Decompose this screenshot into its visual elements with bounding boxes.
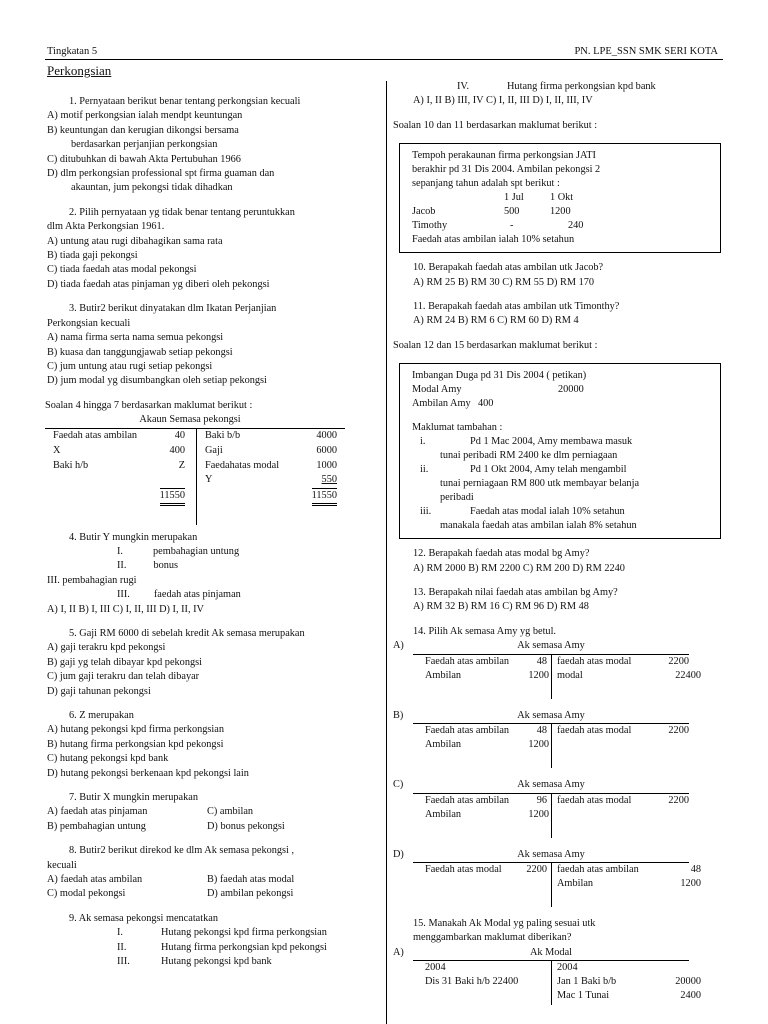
- question-12: 12. Berapakah faedah atas modal bg Amy? A) RM 2000 B) RM 2200 C) RM 200 D) RM 2240: [413, 548, 625, 574]
- question-13: 13. Berapakah nilai faedah atas ambilan bg Amy? A) RM 32 B) RM 16 C) RM 96 D) RM 48: [413, 587, 618, 613]
- question-15: 15. Manakah Ak Modal yg paling sesuai utk menggambarkan maklumat diberikan? A) Ak Modal 2004 Dis 31 Baki h/b 22400 2004 Jan 1 Baki b/b 20000 Mac 1 Tunai 2400: [393, 917, 723, 1005]
- question-3: 3. Butir2 berikut dinyatakan dlm Ikatan Perjanjian Perkongsian kecuali A) nama firma serta nama semua pekongsi B) kuasa dan tanggungjawab setiap pekongsi C) jum untung atau rugi setiap pekongsi D) jum modal yg disumbangkan oleh setiap pekongsi: [47, 303, 277, 387]
- question-11: 11. Berapakah faedah atas ambilan utk Timonthy? A) RM 24 B) RM 6 C) RM 60 D) RM 4: [413, 301, 620, 327]
- right-column: [393, 80, 723, 1005]
- option-b-current-account: B) Ak semasa Amy Faedah atas ambilan 48 Ambilan 1200 faedah atas modal 2200: [413, 709, 689, 768]
- option-d-current-account: D) Ak semasa Amy Faedah atas modal 2200 faedah atas ambilan 48 Ambilan 1200: [413, 848, 689, 907]
- question-4: 4. Butir Y mungkin merupakan I. pembahagian untung II. bonus III. pembahagian rugi III. faedah atas pinjaman A) I, II B) I, III C) I, II, III D) I, II, IV: [47, 531, 241, 615]
- question-1: 1. Pernyataan berikut benar tentang perkongsian kecuali A) motif perkongsian ialah mendpt keuntungan B) keuntungan dan kerugian dikongsi bersama berdasarkan perjanjian perkongsian C) ditubuhkan di bawah Akta Pertubuhan 1966 D) dlm perkongsian professional spt firma guaman dan akauntan, jum pekongsi tidak dihadkan: [47, 96, 301, 194]
- info-box-amy: Imbangan Duga pd 31 Dis 2004 ( petikan) Modal Amy 20000 Ambilan Amy 400 Maklumat tambahan : i. Pd 1 Mac 2004, Amy membawa masuk tunai peribadi RM 2400 ke dlm perniagaan ii. Pd 1 Okt 2004, Amy telah mengambil tunai perniagaan RM 800 utk membayar belanja peribadi iii. Faedah atas modal ialah 10% setahun manakala faedah atas ambilan ialah 8% setahun: [399, 363, 721, 539]
- debit-row: X 400 Gaji 6000: [53, 444, 337, 456]
- option-a-current-account: A) Ak semasa Amy Faedah atas ambilan 48 Ambilan 1200 faedah atas modal 2200 modal 22400: [413, 639, 689, 698]
- question-9-continued: IV. Hutang firma perkongsian kpd bank A) I, II B) III, IV C) I, II, III D) I, II, III, IV: [413, 81, 656, 107]
- option-c-current-account: C) Ak semasa Amy Faedah atas ambilan 96 Ambilan 1200 faedah atas modal 2200: [413, 778, 689, 837]
- debit-row: Faedah atas ambilan 40 Baki b/b 4000: [53, 429, 337, 441]
- info-box-jati: Tempoh perakaunan firma perkongsian JATI berakhir pd 31 Dis 2004. Ambilan pekongsi 2 sepanjang tahun adalah spt berikut : 1 Jul 1 Okt Jacob 500 1200 Timothy - 240 Faedah atas ambilan ialah 10% setahun: [399, 143, 721, 253]
- left-column: [47, 95, 377, 980]
- totals-row: 11550 11550: [45, 488, 345, 502]
- section-12-15: Soalan 12 dan 15 berdasarkan maklumat berikut : Imbangan Duga pd 31 Dis 2004 ( petikan) Modal Amy 20000 Ambilan Amy 400 Maklumat tambahan : i. Pd 1 Mac 2004, Amy membawa masuk tunai peribadi RM 2400 ke dlm perniagaan ii. Pd 1 Okt 2004, Amy telah mengambil tunai perniagaan RM 800 utk membayar belanja peribadi iii. Faedah atas modal ialah 10% setahun manakala faedah atas ambilan ialah 8% setahun: [393, 339, 723, 539]
- question-8: 8. Butir2 berikut direkod ke dlm Ak semasa pekongsi , kecuali A) faedah atas ambilan B) faedah atas modal C) modal pekongsi D) ambilan pekongsi: [47, 845, 295, 900]
- credit-row: Y 550: [205, 473, 337, 485]
- header-teacher-school: PN. LPE_SSN SMK SERI KOTA: [574, 46, 718, 57]
- question-2: 2. Pilih pernyataan yg tidak benar tentang peruntukkan dlm Akta Perkongsian 1961. A) untung atau rugi dibahagikan sama rata B) tiada gaji pekongsi C) tiada faedah atas modal pekongsi D) tiada faedah atas pinjaman yg diberi oleh pekongsi: [47, 206, 295, 290]
- question-7: 7. Butir X mungkin merupakan A) faedah atas pinjaman C) ambilan B) pembahagian untung D) bonus pekongsi: [47, 792, 285, 832]
- section-10-11: Soalan 10 dan 11 berdasarkan maklumat berikut : Tempoh perakaunan firma perkongsian JATI berakhir pd 31 Dis 2004. Ambilan pekongsi 2 sepanjang tahun adalah spt berikut : 1 Jul 1 Okt Jacob 500 1200 Timothy - 240 Faedah atas ambilan ialah 10% setahun: [393, 119, 723, 253]
- header-form-level: Tingkatan 5: [47, 46, 98, 57]
- page-title: Perkongsian: [47, 63, 112, 78]
- header-rule: [45, 59, 723, 60]
- section-4-7: Soalan 4 hingga 7 berdasarkan maklumat berikut : Akaun Semasa pekongsi Faedah atas ambilan 40 Baki b/b 4000 X 400 Gaji 6000 Baki h/b Z Faedahatas modal 1000 Y 550 11550 11550: [45, 399, 377, 525]
- question-14: 14. Pilih Ak semasa Amy yg betul. A) Ak semasa Amy Faedah atas ambilan 48 Ambilan 1200 faedah atas modal 2200 modal 22400 B) Ak semasa Amy Faedah atas ambilan 48 Ambilan 1200 faedah atas modal 2200 C) Ak semasa Amy Faedah atas ambilan 96 Ambilan 1200 faedah atas modal 2200 D) Ak semasa Amy Faedah atas modal 2200 faedah atas ambilan 48 Ambilan 1200: [393, 625, 723, 907]
- question-10: 10. Berapakah faedah atas ambilan utk Jacob? A) RM 25 B) RM 30 C) RM 55 D) RM 170: [413, 262, 604, 288]
- debit-row: Baki h/b Z Faedahatas modal 1000: [53, 459, 337, 471]
- column-divider: [386, 81, 387, 1024]
- option-a-capital-account: A) Ak Modal 2004 Dis 31 Baki h/b 22400 2004 Jan 1 Baki b/b 20000 Mac 1 Tunai 2400: [413, 946, 689, 1005]
- question-9: 9. Ak semasa pekongsi mencatatkan I. Hutang pekongsi kpd firma perkongsian II. Hutang firma perkongsian kpd pekongsi III. Hutang pekongsi kpd bank: [69, 912, 327, 968]
- question-6: 6. Z merupakan A) hutang pekongsi kpd firma perkongsian B) hutang firma perkongsian kpd pekongsi C) hutang pekongsi kpd bank D) hutang pekongsi berkenaan kpd pekongsi lain: [47, 710, 249, 779]
- question-5: 5. Gaji RM 6000 di sebelah kredit Ak semasa merupakan A) gaji terakru kpd pekongsi B) gaji yg telah dibayar kpd pekongsi C) jum gaji terakru dan telah dibayar D) gaji tahunan pekongsi: [47, 627, 305, 697]
- current-account-t-account: Akaun Semasa pekongsi Faedah atas ambilan 40 Baki b/b 4000 X 400 Gaji 6000 Baki h/b Z Faedahatas modal 1000 Y 550 11550 11550: [45, 413, 345, 524]
